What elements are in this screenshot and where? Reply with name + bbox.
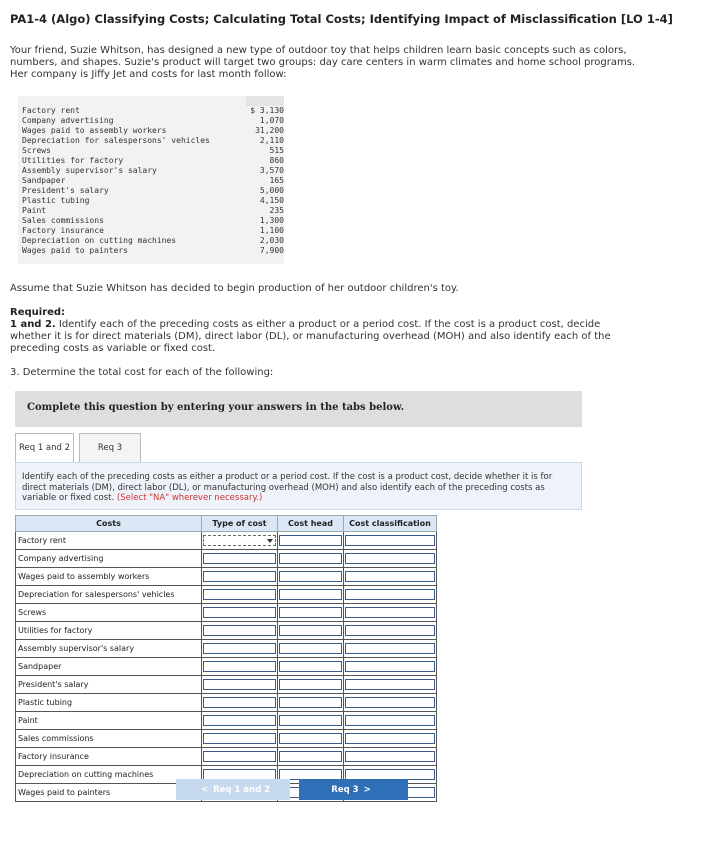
cost-classification-select[interactable]	[345, 679, 435, 690]
cost-cell: Screws	[16, 604, 202, 622]
cost-amount: 235	[269, 206, 284, 215]
table-row	[16, 622, 437, 640]
type-of-cost-select[interactable]	[203, 607, 276, 618]
amount-column-header	[246, 96, 284, 106]
classification-table	[15, 515, 437, 802]
cost-head-select-cell	[278, 694, 344, 712]
cost-amount: 1,100	[259, 226, 284, 235]
cost-head-select-cell	[278, 658, 344, 676]
cost-cell: President's salary	[16, 676, 202, 694]
table-row	[16, 586, 437, 604]
cost-head-select[interactable]	[279, 679, 342, 690]
table-row	[16, 712, 437, 730]
chevron-left-icon: <	[200, 784, 209, 795]
cost-cell: Depreciation on cutting machines	[16, 766, 202, 784]
header-cost-head: Cost head	[278, 516, 344, 532]
cost-name: President's salary	[22, 186, 109, 195]
cost-classification-select[interactable]	[345, 643, 435, 654]
cost-list-row	[18, 206, 284, 216]
cost-list-row	[18, 136, 284, 146]
cost-head-select[interactable]	[279, 553, 342, 564]
type-of-cost-select-cell	[202, 604, 278, 622]
cost-name: Factory insurance	[22, 226, 104, 235]
cost-classification-select-cell	[344, 622, 437, 640]
cost-amount: 2,110	[259, 136, 284, 145]
type-of-cost-select[interactable]	[203, 751, 276, 762]
cost-list-row	[18, 246, 284, 256]
header-costs: Costs	[16, 516, 202, 532]
table-row	[16, 640, 437, 658]
type-of-cost-select[interactable]	[203, 643, 276, 654]
cost-cell: Sandpaper	[16, 658, 202, 676]
cost-classification-select-cell	[344, 694, 437, 712]
requirement-1-2	[10, 319, 638, 355]
table-row	[16, 694, 437, 712]
panel-text: Identify each of the preceding costs as either a product or a period cost. If the cost is a product cost, decide whether it is for direct materials (DM), direct labor (DL), or manufacturing overhead (MOH) and also identify each of the preceding costs as variable or fixed cost.	[22, 472, 553, 503]
cost-head-select[interactable]	[279, 571, 342, 582]
type-of-cost-select-cell	[202, 676, 278, 694]
banner-text: Complete this question by entering your answers in the tabs below.	[27, 402, 405, 413]
cost-head-select-cell	[278, 622, 344, 640]
cost-list-row	[18, 116, 284, 126]
requirement-1-2-text: Identify each of the preceding costs as either a product or a period cost. If the cost is a product cost, decide whether it is for direct materials (DM), direct labor (DL), or manufacturing overhead (MOH) and also identify each of the preceding costs as variable or fixed cost.	[10, 319, 611, 354]
cost-amount: 1,070	[259, 116, 284, 125]
cost-head-select-cell	[278, 586, 344, 604]
table-row	[16, 748, 437, 766]
cost-cell: Company advertising	[16, 550, 202, 568]
cost-classification-select[interactable]	[345, 535, 435, 546]
cost-amount: 3,570	[259, 166, 284, 175]
header-cost-classification: Cost classification	[344, 516, 437, 532]
cost-list-row	[18, 216, 284, 226]
requirement-3: 3. Determine the total cost for each of the following:	[10, 367, 274, 378]
type-of-cost-select-cell	[202, 694, 278, 712]
type-of-cost-select[interactable]	[203, 535, 276, 546]
cost-list-row	[18, 126, 284, 136]
cost-head-select-cell	[278, 748, 344, 766]
cost-list-row	[18, 166, 284, 176]
cost-classification-select-cell	[344, 676, 437, 694]
table-row	[16, 568, 437, 586]
cost-name: Depreciation on cutting machines	[22, 236, 177, 245]
next-button[interactable]	[299, 779, 408, 800]
cost-classification-select[interactable]	[345, 733, 435, 744]
cost-classification-select-cell	[344, 586, 437, 604]
cost-classification-select[interactable]	[345, 571, 435, 582]
instruction-banner	[15, 391, 582, 427]
chevron-right-icon: >	[363, 784, 371, 795]
cost-classification-select-cell	[344, 568, 437, 586]
cost-list-row	[18, 176, 284, 186]
cost-classification-select-cell	[344, 532, 437, 550]
type-of-cost-select[interactable]	[203, 661, 276, 672]
table-row	[16, 658, 437, 676]
cost-classification-select[interactable]	[345, 625, 435, 636]
type-of-cost-select-cell	[202, 712, 278, 730]
cost-list-row	[18, 146, 284, 156]
cost-cell: Wages paid to painters	[16, 784, 202, 802]
cost-classification-select-cell	[344, 748, 437, 766]
cost-head-select[interactable]	[279, 607, 342, 618]
cost-head-select-cell	[278, 676, 344, 694]
cost-head-select[interactable]	[279, 535, 342, 546]
cost-name: Depreciation for salespersons' vehicles	[22, 136, 210, 145]
cost-amount: 165	[269, 176, 284, 185]
cost-amount: 2,030	[259, 236, 284, 245]
cost-head-select[interactable]	[279, 751, 342, 762]
cost-classification-select-cell	[344, 640, 437, 658]
cost-head-select-cell	[278, 532, 344, 550]
cost-name: Wages paid to painters	[22, 246, 128, 255]
cost-classification-select[interactable]	[345, 697, 435, 708]
type-of-cost-select[interactable]	[203, 553, 276, 564]
cost-cell: Utilities for factory	[16, 622, 202, 640]
cost-cell: Plastic tubing	[16, 694, 202, 712]
question-panel	[15, 462, 582, 510]
type-of-cost-select-cell	[202, 550, 278, 568]
cost-name: Wages paid to assembly workers	[22, 126, 167, 135]
type-of-cost-select[interactable]	[203, 697, 276, 708]
cost-head-select[interactable]	[279, 733, 342, 744]
cost-list-row	[18, 226, 284, 236]
cost-classification-select[interactable]	[345, 751, 435, 762]
table-row	[16, 604, 437, 622]
intro-text: Your friend, Suzie Whitson, has designed a new type of outdoor toy that helps children learn basic concepts such as colors, numbers, and shapes. Suzie's product will target two groups: day care centers in warm climates and home school programs. Her company is Jiffy Jet and costs for last month follow:	[10, 45, 636, 80]
table-row	[16, 550, 437, 568]
prev-button[interactable]	[176, 779, 290, 800]
type-of-cost-select[interactable]	[203, 571, 276, 582]
cost-list-row	[18, 236, 284, 246]
chevron-down-icon	[267, 539, 273, 543]
panel-note: (Select "NA" wherever necessary.)	[116, 493, 263, 503]
type-of-cost-select[interactable]	[203, 625, 276, 636]
cost-list-row	[18, 186, 284, 196]
cost-name: Factory rent	[22, 106, 80, 115]
cost-amount: 31,200	[255, 126, 284, 135]
header-type-of-cost: Type of cost	[202, 516, 278, 532]
table-row	[16, 730, 437, 748]
type-of-cost-select-cell	[202, 586, 278, 604]
cost-list-row	[18, 156, 284, 166]
cost-amount: 860	[269, 156, 284, 165]
next-button-label: Req 3	[331, 784, 359, 795]
cost-classification-select-cell	[344, 658, 437, 676]
cost-classification-select[interactable]	[345, 589, 435, 600]
cost-amount: 7,900	[259, 246, 284, 255]
cost-classification-select[interactable]	[345, 715, 435, 726]
cost-name: Sandpaper	[22, 176, 66, 185]
cost-list-row	[18, 196, 284, 206]
cost-classification-select[interactable]	[345, 607, 435, 618]
cost-list-row	[18, 106, 284, 116]
cost-amount: 515	[269, 146, 284, 155]
type-of-cost-select-cell	[202, 568, 278, 586]
requirement-1-2-label: 1 and 2.	[10, 319, 56, 330]
cost-head-select[interactable]	[279, 715, 342, 726]
cost-cell: Assembly supervisor's salary	[16, 640, 202, 658]
cost-classification-select-cell	[344, 550, 437, 568]
cost-classification-select-cell	[344, 604, 437, 622]
cost-head-select[interactable]	[279, 625, 342, 636]
cost-name: Utilities for factory	[22, 156, 124, 165]
cost-classification-select[interactable]	[345, 553, 435, 564]
cost-head-select-cell	[278, 604, 344, 622]
tab-req-1-and-2[interactable]: Req 1 and 2	[15, 433, 74, 463]
type-of-cost-select-cell	[202, 658, 278, 676]
cost-name: Company advertising	[22, 116, 114, 125]
cost-classification-select-cell	[344, 730, 437, 748]
cost-head-select[interactable]	[279, 643, 342, 654]
cost-cell: Depreciation for salespersons' vehicles	[16, 586, 202, 604]
cost-cell: Factory rent	[16, 532, 202, 550]
assumption-text: Assume that Suzie Whitson has decided to begin production of her outdoor children's toy.	[10, 283, 459, 294]
cost-head-select[interactable]	[279, 589, 342, 600]
tab-req-3[interactable]: Req 3	[79, 433, 141, 463]
type-of-cost-select-cell	[202, 622, 278, 640]
table-row	[16, 676, 437, 694]
type-of-cost-select-cell	[202, 730, 278, 748]
table-row	[16, 532, 437, 550]
prev-button-label: Req 1 and 2	[213, 784, 271, 795]
cost-name: Sales commissions	[22, 216, 104, 225]
type-of-cost-select-cell	[202, 532, 278, 550]
cost-cell: Paint	[16, 712, 202, 730]
problem-title: PA1-4 (Algo) Classifying Costs; Calculating Total Costs; Identifying Impact of Misclassification [LO 1-4]	[10, 12, 673, 26]
cost-head-select[interactable]	[279, 661, 342, 672]
required-heading: Required:	[10, 307, 66, 318]
cost-head-select[interactable]	[279, 697, 342, 708]
type-of-cost-select[interactable]	[203, 679, 276, 690]
type-of-cost-select-cell	[202, 748, 278, 766]
cost-head-select-cell	[278, 730, 344, 748]
cost-head-select-cell	[278, 712, 344, 730]
cost-list	[18, 96, 284, 264]
cost-name: Plastic tubing	[22, 196, 90, 205]
type-of-cost-select[interactable]	[203, 733, 276, 744]
cost-classification-select-cell	[344, 712, 437, 730]
cost-name: Screws	[22, 146, 51, 155]
cost-head-select-cell	[278, 568, 344, 586]
cost-cell: Factory insurance	[16, 748, 202, 766]
type-of-cost-select[interactable]	[203, 589, 276, 600]
cost-amount: 5,000	[259, 186, 284, 195]
cost-amount: 1,300	[259, 216, 284, 225]
type-of-cost-select-cell	[202, 640, 278, 658]
cost-cell: Sales commissions	[16, 730, 202, 748]
cost-name: Paint	[22, 206, 47, 215]
cost-head-select-cell	[278, 550, 344, 568]
cost-classification-select[interactable]	[345, 661, 435, 672]
type-of-cost-select[interactable]	[203, 715, 276, 726]
cost-cell: Wages paid to assembly workers	[16, 568, 202, 586]
cost-amount: 4,150	[259, 196, 284, 205]
cost-name: Assembly supervisor's salary	[22, 166, 157, 175]
cost-amount: $ 3,130	[250, 106, 284, 115]
cost-head-select-cell	[278, 640, 344, 658]
